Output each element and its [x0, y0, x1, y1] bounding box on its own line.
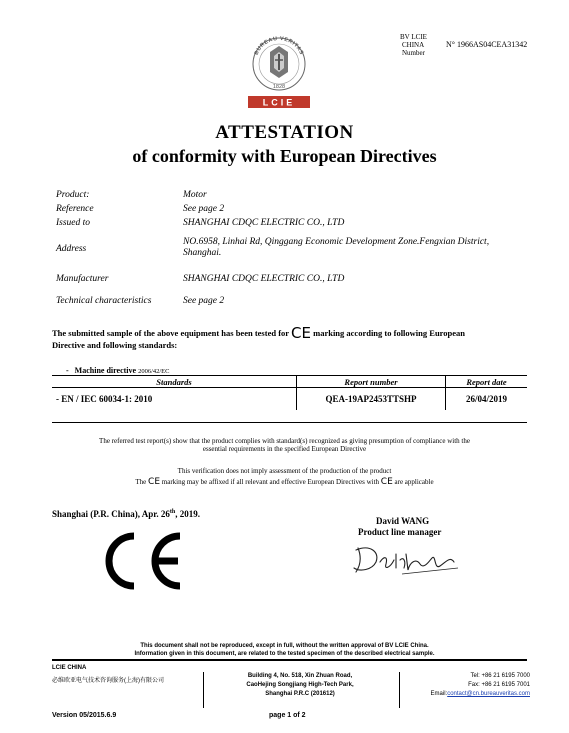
affix-mid: marking may be affixed if all relevant and effective European Directives with [161, 478, 380, 486]
standards-table [52, 376, 527, 410]
directive-bullet: - [66, 366, 69, 375]
contact-email-label: Email: [430, 691, 448, 697]
verification-note: This verification does not imply assessment of the production of the product [177, 467, 392, 475]
address-line-2: CaoHejing Songjiang High-Tech Park, [246, 682, 354, 688]
issuer-block [400, 33, 427, 57]
disclaimer-2: Information given in this document, are related to the tested specimen of the described electrical sample. [134, 651, 435, 657]
version: Version 05/2015.6.9 [52, 712, 117, 719]
issuer-line-1: BV LCIE [400, 33, 427, 41]
info-label-reference: Reference [56, 204, 94, 214]
certificate-number: N° 1966AS04CEA31342 [446, 40, 528, 49]
statement-after-mark: marking according to following European [313, 328, 466, 338]
referred-note [0, 437, 569, 453]
issuer-line-3: Number [402, 49, 425, 57]
footer-contact [402, 672, 530, 699]
page-number: page 1 of 2 [269, 712, 306, 719]
info-value-issued-to: SHANGHAI CDQC ELECTRIC CO., LTD [183, 218, 345, 228]
col-standards: Standards [52, 376, 297, 388]
referred-line-1: The referred test report(s) show that the product complies with standard(s) recognized as giving presumption of compliance with the [99, 437, 470, 445]
ce-mark-inline: CE [291, 324, 311, 342]
footer-divider-1 [203, 672, 204, 708]
contact-email-link[interactable]: contact@cn.bureauveritas.com [447, 691, 530, 697]
affix-before: The [135, 478, 147, 486]
info-value-technical: See page 2 [183, 296, 225, 306]
info-label-manufacturer: Manufacturer [56, 274, 109, 284]
info-label-address: Address [56, 244, 87, 254]
ce-mark-affix-2: CE [380, 477, 393, 487]
table-bottom-rule [52, 422, 527, 423]
info-value-product: Motor [183, 190, 207, 200]
signatory [358, 516, 442, 538]
signatory-title: Product line manager [358, 527, 442, 537]
footer-company [52, 664, 202, 687]
table-header-row [52, 376, 527, 388]
referred-line-2: essential requirements in the specified European Directive [202, 445, 367, 453]
address-line-1: Building 4, No. 518, Xin Zhuan Road, [247, 673, 353, 679]
statement-line-2: Directive and following standards: [52, 340, 178, 350]
footer-rule [52, 659, 527, 661]
place-date-sup: th [169, 509, 176, 515]
info-value-manufacturer: SHANGHAI CDQC ELECTRIC CO., LTD [183, 274, 345, 284]
footer-address [205, 672, 395, 699]
issuer-line-2: CHINA [402, 41, 425, 49]
cell-report-date: 26/04/2019 [446, 388, 528, 411]
logo-year: 1828 [272, 84, 286, 90]
document-title: ATTESTATION [215, 122, 354, 143]
company-name-cn: 必维欧亚电气技术咨询服务(上海)有限公司 [52, 678, 164, 684]
cell-report-number: QEA-19AP2453TTSHP [297, 388, 446, 411]
ce-mark-affix-1: CE [148, 477, 161, 487]
compliance-statement [52, 325, 522, 351]
signature [350, 540, 465, 585]
directive-code: 2006/42/EC [138, 368, 170, 375]
contact-fax: Fax: +86 21 6195 7001 [468, 682, 530, 688]
footer-disclaimer [0, 642, 569, 658]
ce-mark-large [98, 528, 186, 597]
info-label-issued-to: Issued to [56, 218, 91, 228]
bureau-veritas-logo [246, 30, 312, 112]
table-row [52, 388, 527, 411]
footer-divider-2 [399, 672, 400, 708]
logo-brand: LCIE [262, 97, 296, 108]
document-subtitle: of conformity with European Directives [132, 146, 437, 166]
statement-before-mark: The submitted sample of the above equipment has been tested for [52, 328, 289, 338]
affix-note [0, 477, 569, 487]
disclaimer-1: This document shall not be reproduced, except in full, without the written approval of BV LCIE China. [140, 643, 429, 649]
place-date-prefix: Shanghai (P.R. China), Apr. 26 [52, 509, 170, 519]
contact-tel: Tel: +86 21 6195 7000 [470, 673, 530, 679]
directive-line [66, 366, 169, 375]
company-name: LCIE CHINA [52, 665, 87, 671]
info-label-technical: Technical characteristics [56, 296, 152, 306]
affix-after: are applicable [394, 478, 434, 486]
directive-name: Machine directive [74, 366, 137, 375]
place-date [52, 509, 200, 519]
logo-text: BUREAU VERITAS [253, 35, 305, 57]
cell-standard: - EN / IEC 60034-1: 2010 [56, 394, 153, 404]
col-report-date: Report date [446, 376, 528, 388]
info-value-address: NO.6958, Linhai Rd, Qinggang Economic Development Zone.Fengxian District, Shanghai. [183, 237, 490, 258]
address-line-3: Shanghai P.R.C (201612) [265, 691, 335, 697]
info-value-reference: See page 2 [183, 204, 225, 214]
place-date-suffix: , 2019. [175, 509, 200, 519]
info-label-product: Product: [56, 190, 90, 200]
col-report-number: Report number [297, 376, 446, 388]
signatory-name: David WANG [376, 516, 430, 526]
